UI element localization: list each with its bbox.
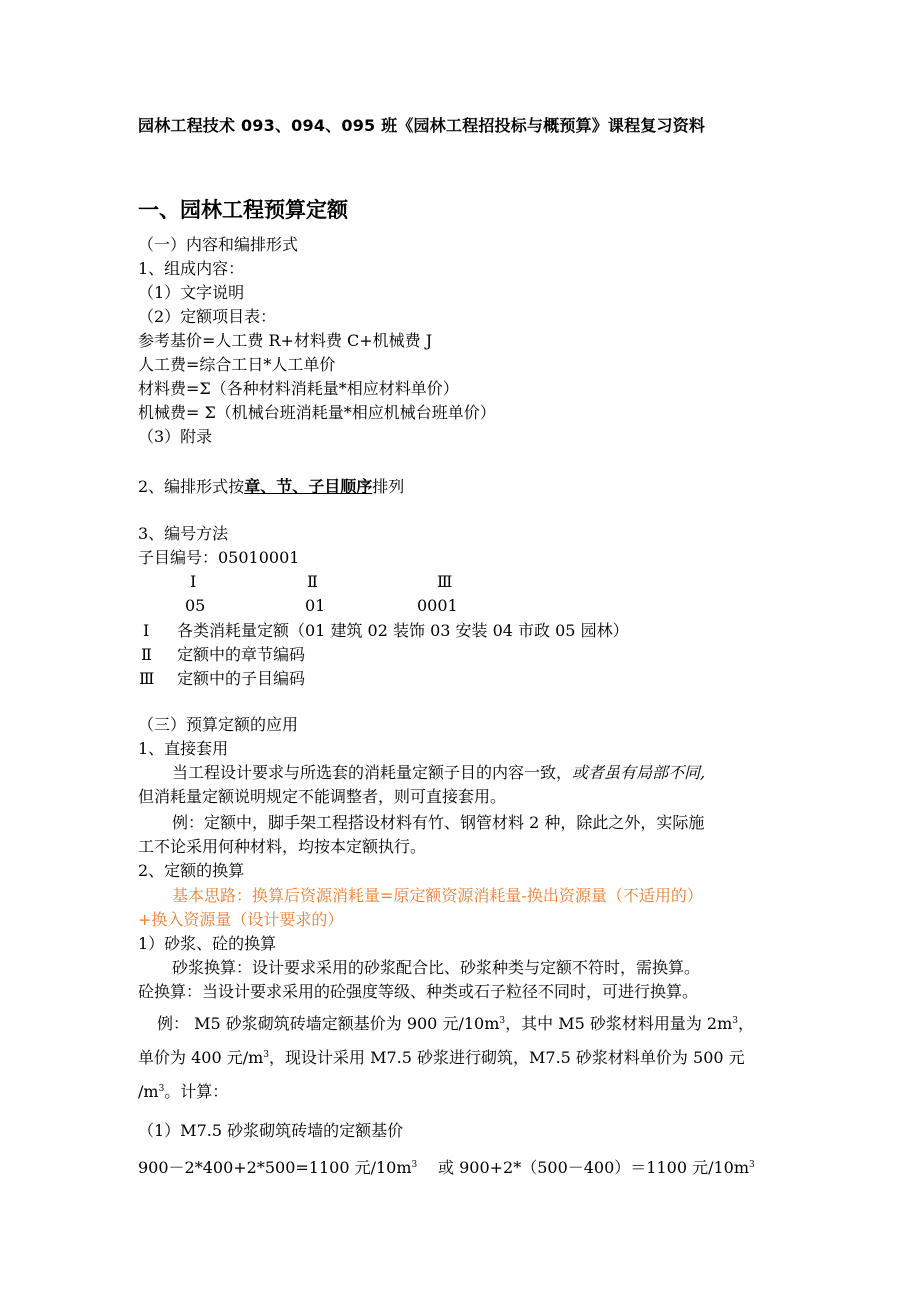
calc-method-1: 900－2*400+2*500=1100 元$/10m^3$ — [138, 1158, 418, 1177]
legend-roman-2: Ⅱ — [141, 645, 152, 664]
item-appendix: （3）附录 — [138, 427, 213, 446]
concrete-conversion: 砼换算：当设计要求采用的砼强度等级、种类或石子粒径不同时，可进行换算。 — [138, 982, 699, 1001]
calc-heading: （1）M7.5 砂浆砌筑砖墙的定额基价 — [138, 1121, 404, 1140]
formula-base-price: 参考基价=人工费 R+材料费 C+机械费 J — [138, 331, 433, 350]
item-numbering-method: 3、编号方法 — [138, 524, 229, 543]
document-title: 园林工程技术 093、094、095 班《园林工程招投标与概预算》课程复习资料 — [138, 116, 706, 135]
legend-text-3: 定额中的子目编码 — [177, 669, 306, 688]
item-composition: 1、组成内容： — [138, 259, 245, 278]
subheading-quota-application: （三）预算定额的应用 — [138, 715, 299, 734]
arrangement-prefix: 2、编排形式按 — [138, 477, 245, 496]
basic-idea-line1: 基本思路：换算后资源消耗量=原定额资源消耗量-换出资源量（不适用的） — [172, 886, 703, 905]
formula-material: 材料费=Σ（各种材料消耗量*相应材料单价） — [138, 379, 459, 398]
direct-use-example-line2: 工不论采用何种材料，均按本定额执行。 — [138, 837, 427, 856]
code-value-1: 05 — [185, 596, 206, 615]
item-arrangement — [138, 476, 404, 498]
section-heading-1: 一、园林工程预算定额 — [138, 198, 348, 222]
item-mortar-concrete: 1）砂浆、砼的换算 — [138, 934, 277, 953]
example-line3: $/m^3$。计算： — [138, 1082, 229, 1101]
legend-text-2: 定额中的章节编码 — [177, 645, 306, 664]
direct-use-paragraph-line2: 但消耗量定额说明规定不能调整者，则可直接套用。 — [138, 787, 507, 806]
item-direct-use: 1、直接套用 — [138, 739, 229, 758]
arrangement-suffix: 排列 — [372, 477, 405, 496]
code-value-3: 0001 — [417, 596, 458, 615]
basic-idea-line2: +换入资源量（设计要求的） — [138, 910, 344, 929]
code-roman-1: Ⅰ — [190, 572, 197, 591]
item-text-description: （1）文字说明 — [138, 283, 245, 302]
code-value-2: 01 — [305, 596, 326, 615]
formula-machine: 机械费= Σ（机械台班消耗量*相应机械台班单价） — [138, 403, 496, 422]
arrangement-emphasis: 章、节、子目顺序 — [244, 477, 373, 496]
item-quota-conversion: 2、定额的换算 — [138, 861, 245, 880]
calc-method-2: 或 900+2*（500－400）＝1100 元$/10m^3$ — [438, 1158, 755, 1177]
item-quota-table: （2）定额项目表： — [138, 307, 277, 326]
legend-roman-3: Ⅲ — [139, 669, 155, 688]
direct-use-paragraph-line1: 当工程设计要求与所选套的消耗量定额子目的内容一致，或者虽有局部不同, — [172, 763, 706, 782]
legend-text-1: 各类消耗量定额（01 建筑 02 装饰 03 安装 04 市政 05 园林） — [177, 621, 629, 640]
example-line2: 单价为 400 元$/m^3$，现设计采用 M7.5 砂浆进行砌筑，M7.5 砂浆材料单价为 500 元 — [138, 1048, 745, 1067]
example-line1: 例： M5 砂浆砌筑砖墙定额基价为 900 元$/10m^3$，其中 M5 砂浆材料用量为 $2m^3$， — [157, 1014, 755, 1033]
legend-roman-1: Ⅰ — [143, 621, 150, 640]
subheading-content-format: （一）内容和编排形式 — [138, 235, 299, 254]
direct-use-italic: 或者虽有局部不同, — [572, 763, 706, 782]
mortar-conversion: 砂浆换算：设计要求采用的砂浆配合比、砂浆种类与定额不符时，需换算。 — [172, 958, 701, 977]
direct-use-example-line1: 例：定额中，脚手架工程搭设材料有竹、钢管材料 2 种，除此之外，实际施 — [172, 813, 705, 832]
code-roman-2: Ⅱ — [307, 572, 318, 591]
code-label: 子目编号：05010001 — [138, 548, 300, 567]
code-roman-3: Ⅲ — [437, 572, 453, 591]
formula-labor: 人工费=综合工日*人工单价 — [138, 355, 336, 374]
